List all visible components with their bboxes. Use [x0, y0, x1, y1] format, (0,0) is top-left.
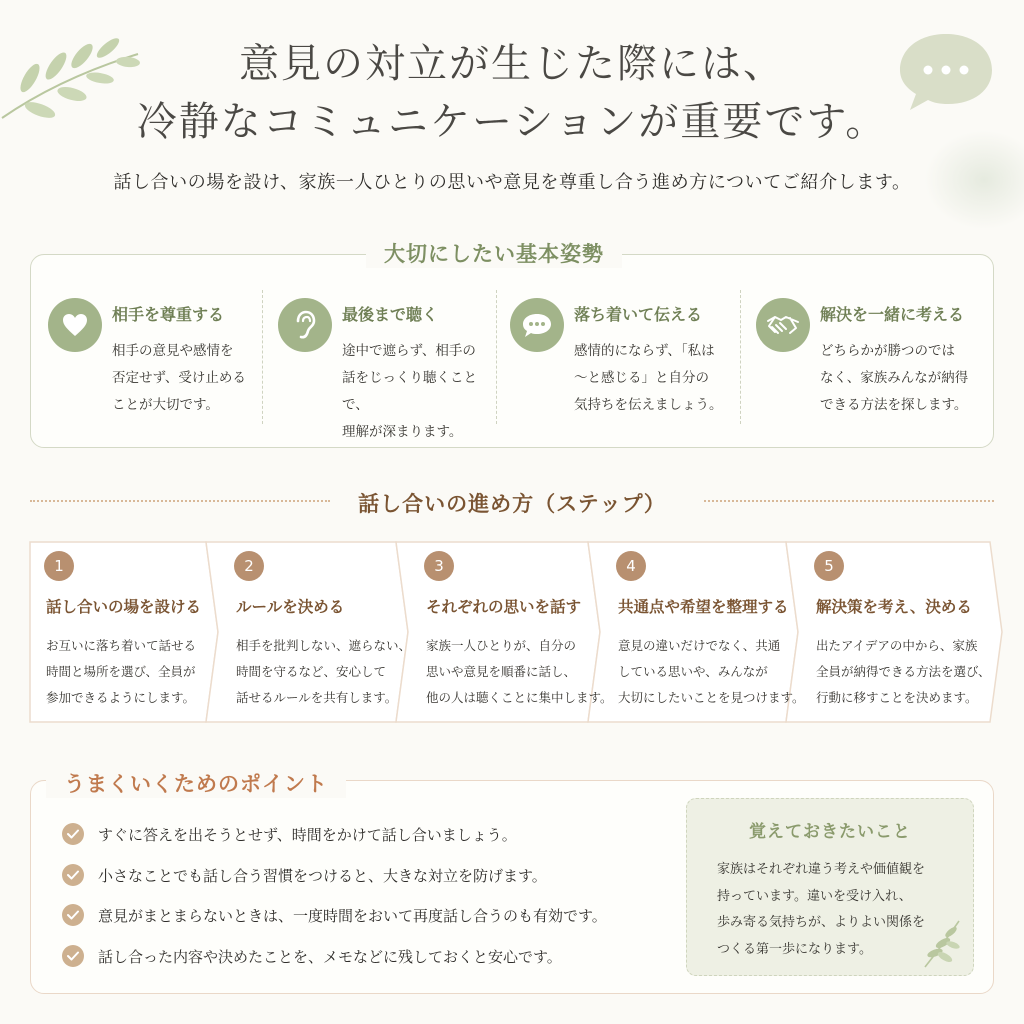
step-number-badge: 4 — [616, 551, 646, 581]
tip-text: 小さなことでも話し合う習慣をつけると、大きな対立を防げます。 — [98, 866, 547, 885]
stance-description: どちらかが勝つのでは なく、家族みんなが納得 できる方法を探します。 — [820, 343, 969, 413]
tip-text: 意見がまとまらないときは、一度時間をおいて再度話し合うのも有効です。 — [98, 906, 607, 925]
memo-title: 覚えておきたいこと — [749, 822, 911, 842]
step-description: 意見の違いだけでなく、共通 している思いや、みんなが 大切にしたいことを見つけます。 — [618, 638, 805, 705]
step-title: それぞれの思いを話す — [426, 598, 582, 616]
step-3 — [410, 545, 613, 720]
step-4 — [602, 545, 805, 720]
check-icon — [62, 945, 84, 967]
leaf-sprig-icon — [919, 917, 965, 969]
tip-item — [62, 903, 607, 927]
page-title-line-2: 冷静なコミュニケーションが重要です。 — [136, 99, 888, 145]
tip-text: すぐに答えを出そうとせず、時間をかけて話し合いましょう。 — [98, 825, 517, 844]
check-icon — [62, 904, 84, 926]
step-title: ルールを決める — [236, 598, 345, 616]
memo-text: 家族はそれぞれ違う考えや価値観を 持っています。違いを受け入れ、 歩み寄る気持ちが、よりよい関係を つくる第一歩になります。 — [717, 862, 926, 957]
stance-title: 落ち着いて伝える — [574, 305, 703, 324]
stance-description: 相手の意見や感情を 否定せず、受け止める ことが大切です。 — [112, 343, 246, 413]
basic-stance-heading: 大切にしたい基本姿勢 — [366, 238, 622, 268]
step-title: 解決策を考え、決める — [816, 598, 972, 616]
tip-item — [62, 822, 517, 846]
step-title: 共通点や希望を整理する — [618, 598, 789, 616]
stance-title: 解決を一緒に考える — [820, 305, 965, 324]
step-5 — [800, 545, 990, 720]
step-1 — [30, 545, 206, 720]
stance-description: 感情的にならず、「私は 〜と感じる」と自分の 気持ちを伝えましょう。 — [574, 343, 723, 413]
page-title-line-1: 意見の対立が生じた際には、 — [239, 41, 785, 87]
step-number-badge: 5 — [814, 551, 844, 581]
step-number-badge: 1 — [44, 551, 74, 581]
step-description: 出たアイデアの中から、家族 全員が納得できる方法を選び、 行動に移すことを決めます。 — [816, 638, 991, 705]
check-icon — [62, 864, 84, 886]
step-description: 相手を批判しない、遮らない、 時間を守るなど、安心して 話せるルールを共有します。 — [236, 638, 412, 705]
steps-heading: 話し合いの進め方（ステップ） — [358, 492, 666, 516]
memo-card — [686, 798, 974, 976]
tips-heading: うまくいくためのポイント — [46, 768, 346, 798]
page-subtitle: 話し合いの場を設け、家族一人ひとりの思いや意見を尊重し合う進め方についてご紹介します。 — [113, 172, 911, 193]
step-number-badge: 2 — [234, 551, 264, 581]
step-title: 話し合いの場を設ける — [46, 598, 202, 616]
stance-description: 途中で遮らず、相手の 話をじっくり聴くことで、 理解が深まります。 — [342, 343, 477, 440]
tip-item — [62, 944, 562, 968]
stance-title: 最後まで聴く — [342, 305, 439, 324]
stance-title: 相手を尊重する — [112, 305, 225, 324]
step-description: お互いに落ち着いて話せる 時間と場所を選び、全員が 参加できるようにします。 — [46, 638, 197, 705]
tip-text: 話し合った内容や決めたことを、メモなどに残しておくと安心です。 — [98, 947, 562, 966]
check-icon — [62, 823, 84, 845]
tip-item — [62, 863, 547, 887]
step-2 — [220, 545, 412, 720]
step-number-badge: 3 — [424, 551, 454, 581]
step-description: 家族一人ひとりが、自分の 思いや意見を順番に話し、 他の人は聴くことに集中します。 — [426, 638, 613, 705]
